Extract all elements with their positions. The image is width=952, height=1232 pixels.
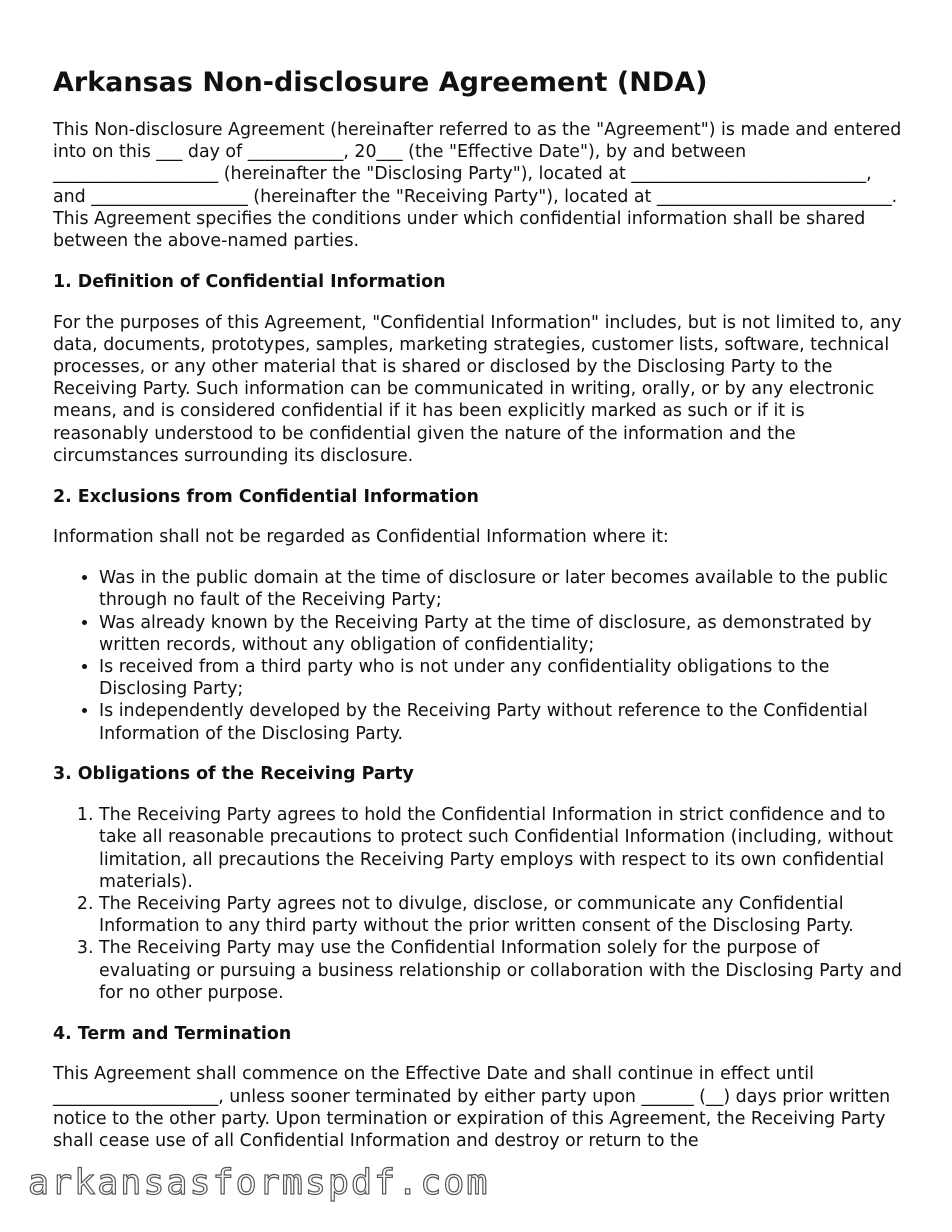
section-1-body: For the purposes of this Agreement, "Confidential Information" includes, but is not limited to, any data, documents, prototypes, samples, marketing strategies, customer lists, software, technical processes, or any other material that is shared or disclosed by the Disclosing Party to the Receiving Party. Such information can be communicated in writing, orally, or by any electronic means, and is considered confidential if it has been explicitly marked as such or if it is reasonably understood to be confidential given the nature of the information and the circumstances surrounding its disclosure. [53,312,902,466]
obligations-list [53,804,905,1004]
section-4-heading: 4. Term and Termination [53,1023,292,1044]
document-page [53,64,905,1152]
section-2-heading: 2. Exclusions from Confidential Information [53,486,479,507]
list-item: 3. The Receiving Party may use the Confidential Information solely for the purpose of evaluating or pursuing a business relationship or collaboration with the Disclosing Party and for no other purpose. [99,937,905,1004]
list-item: 1. The Receiving Party agrees to hold the Confidential Information in strict confidence and to take all reasonable precautions to protect such Confidential Information (including, without limitation, all precautions the Receiving Party employs with respect to its own confidential materials). [99,804,905,893]
section-4-body: This Agreement shall commence on the Effective Date and shall continue in effect until ___________________, unless sooner terminated by either party upon ______ (__) days prior written notice to the other party. Upon termination or expiration of this Agreement, the Receiving Party shall cease use of all Confidential Information and destroy or return to the [53,1064,891,1152]
document-title: Arkansas Non-disclosure Agreement (NDA) [53,67,708,98]
section-2-body: Information shall not be regarded as Confidential Information where it: [53,527,669,548]
list-item: • Was already known by the Receiving Party at the time of disclosure, as demonstrated by written records, without any obligation of confidentiality; [99,612,905,656]
list-item: • Is received from a third party who is not under any confidentiality obligations to the Disclosing Party; [99,656,905,700]
site-watermark: arkansasformspdf.com [28,1163,490,1203]
section-1-heading: 1. Definition of Confidential Information [53,271,446,292]
section-3-heading: 3. Obligations of the Receiving Party [53,764,414,785]
list-item: • Is independently developed by the Receiving Party without reference to the Confidential Information of the Disclosing Party. [99,700,905,744]
intro-paragraph: This Non-disclosure Agreement (hereinafter referred to as the "Agreement") is made and entered into on this ___ day of ___________, 20___ (the "Effective Date"), by and between ___________________ (hereinafter the "Disclosing Party"), located at ___________________________, and __________________ (hereinafter the "Receiving Party"), located at ___________________________. This Agreement specifies the conditions under which confidential information shall be shared between the above-named parties. [53,120,902,252]
list-item: 2. The Receiving Party agrees not to divulge, disclose, or communicate any Confidential Information to any third party without the prior written consent of the Disclosing Party. [99,893,905,937]
list-item: • Was in the public domain at the time of disclosure or later becomes available to the public through no fault of the Receiving Party; [99,567,905,611]
exclusions-list [53,567,905,745]
